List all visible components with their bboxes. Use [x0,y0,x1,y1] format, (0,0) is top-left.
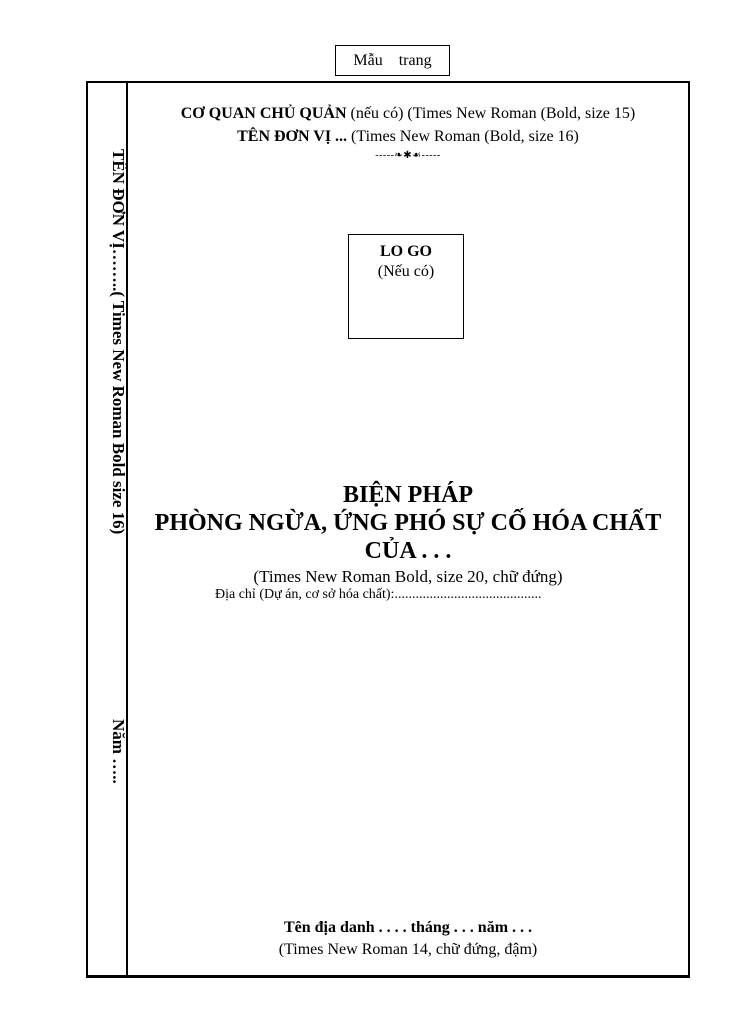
agency-note: (nếu có) (Times New Roman (Bold, size 15) [346,105,636,122]
unit-note: (Times New Roman (Bold, size 16) [347,128,579,145]
cover-page-frame [86,81,690,978]
title-line-3: CỦA . . . [364,538,452,564]
unit-line [128,126,688,148]
place-date-line: Tên địa danh . . . . tháng . . . năm . . . [283,919,533,936]
title-font-note: (Times New Roman Bold, size 20, chữ đứng) [253,567,563,586]
spine-year: Năm ….. [109,719,128,784]
spine-unit-name: TÊN ĐƠN VỊ……..( Times New Roman Bold size 16) [109,149,128,535]
logo-placeholder [348,234,464,339]
title-line-1: BIỆN PHÁP [342,482,473,508]
document-title [128,481,688,565]
ornament-divider: -----❧✱☙----- [375,150,441,161]
address-line: Địa chỉ (Dự án, cơ sở hóa chất):.......................................... [215,587,542,602]
cover-content [128,83,688,975]
title-line-2: PHÒNG NGỪA, ỨNG PHÓ SỰ CỐ HÓA CHẤT [154,510,662,536]
spine-column [88,83,128,975]
agency-name: CƠ QUAN CHỦ QUẢN [180,105,347,122]
place-date-block [128,917,688,961]
sample-page-label: Mẫu trang [335,45,450,76]
agency-line [128,103,688,125]
logo-title: LO GO [379,243,432,260]
logo-note: (Nếu có) [377,263,435,280]
unit-name: TÊN ĐƠN VỊ ... [237,128,348,145]
place-date-note: (Times New Roman 14, chữ đứng, đậm) [278,941,538,958]
